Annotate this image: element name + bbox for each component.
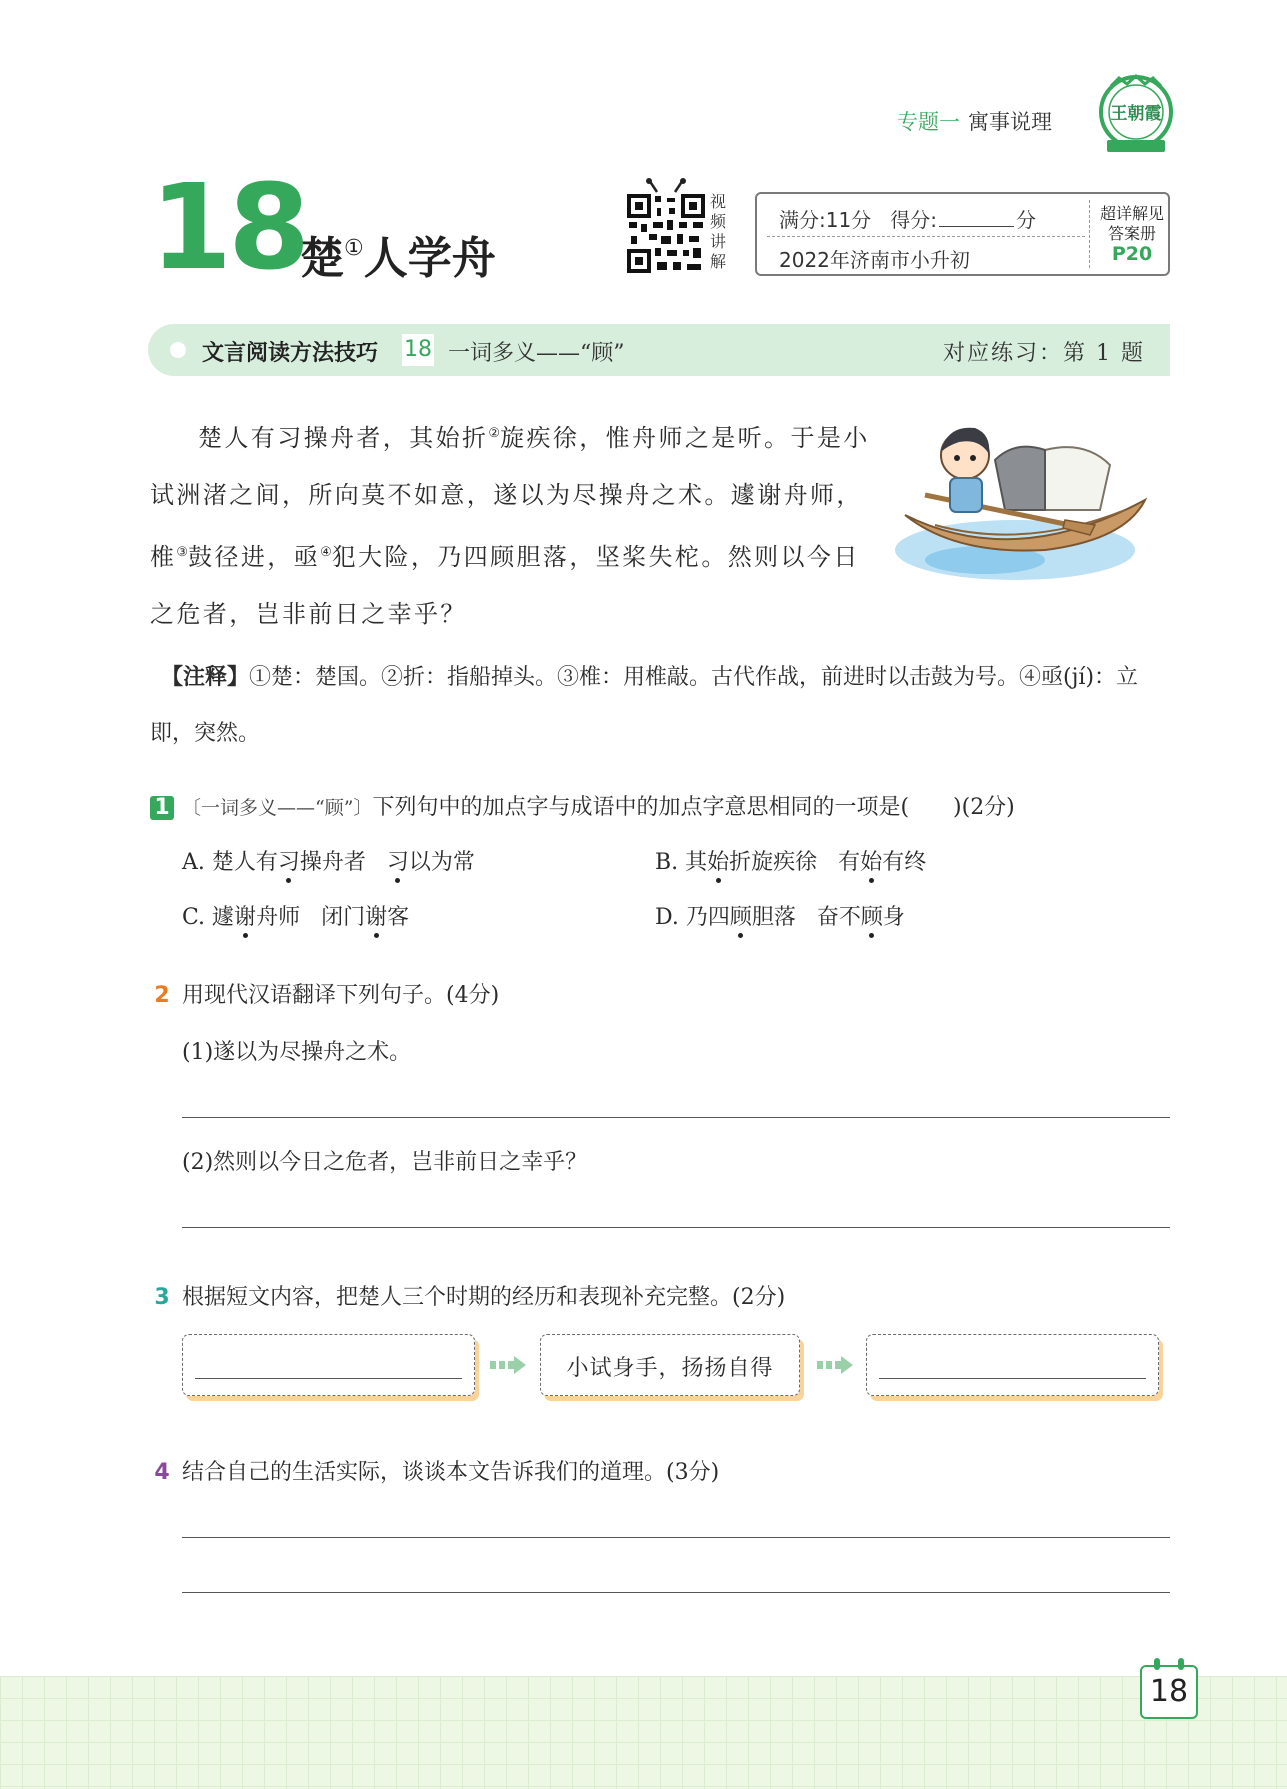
- dotted-char: 谢: [234, 905, 257, 930]
- question-number-badge: 1: [150, 796, 174, 820]
- brand-seal-logo: [1097, 74, 1175, 156]
- footer-grid-band: [0, 1676, 1287, 1789]
- answer-line[interactable]: [182, 1227, 1170, 1228]
- idiom-text: 以为常: [408, 850, 475, 875]
- qr-label-char: 视: [710, 192, 727, 211]
- arrow-right-icon: [817, 1354, 855, 1376]
- question-2: [150, 978, 499, 1009]
- score-row: [779, 204, 1036, 233]
- qr-label-char: 讲: [710, 232, 727, 251]
- note-marker: ②: [488, 426, 501, 441]
- idiom-text: 有终: [882, 850, 927, 875]
- dotted-char: 习: [277, 850, 300, 875]
- flow-blank-box-3[interactable]: [866, 1334, 1159, 1396]
- svg-text:王朝霞: 王朝霞: [1110, 104, 1162, 124]
- answer-line[interactable]: [182, 1117, 1170, 1118]
- qr-code-icon[interactable]: [627, 178, 705, 273]
- dotted-char: 谢: [365, 905, 388, 930]
- idiom-text: 闭门: [321, 905, 366, 930]
- note-marker: ③: [176, 545, 189, 560]
- answer-line: [195, 1378, 462, 1379]
- method-title: 文言阅读方法技巧: [202, 341, 379, 366]
- score-blank[interactable]: [939, 226, 1014, 227]
- option-text: D. 乃四: [655, 905, 730, 930]
- passage-seg: 鼓径进，亟: [188, 543, 321, 571]
- passage-text: [150, 405, 870, 643]
- boy-rowing-boat-illustration: [895, 410, 1170, 585]
- answer-line2: 答案册: [1107, 224, 1156, 243]
- practice-reference: 对应练习：第 1 题: [943, 341, 1145, 366]
- annotation-notes: [150, 650, 1170, 762]
- answer-line: [879, 1378, 1146, 1379]
- question-prompt: 下列句中的加点字与成语中的加点字意思相同的一项是( )(2分): [372, 795, 1015, 820]
- option-a[interactable]: [182, 845, 475, 876]
- notes-text: ①楚：楚国。②折：指船掉头。③椎：用椎敲。古代作战，前进时以击鼓为号。④亟(jí)：立即，突然。: [150, 665, 1139, 746]
- lesson-title: [300, 222, 496, 286]
- question-prompt: 结合自己的生活实际，谈谈本文告诉我们的道理。(3分): [182, 1460, 720, 1485]
- option-c[interactable]: [182, 900, 409, 931]
- idiom-text: 客: [387, 905, 410, 930]
- question-number: 4: [154, 1460, 170, 1485]
- dotted-char: 始: [707, 850, 730, 875]
- page-number-badge: [1140, 1665, 1198, 1719]
- method-band: [148, 324, 1170, 376]
- topic-header: [897, 106, 1052, 136]
- page-number: 18: [1149, 1674, 1189, 1709]
- flow-box-text: 小试身手，扬扬自得: [566, 1356, 774, 1381]
- idiom-text: 奋不: [816, 905, 861, 930]
- answer-line[interactable]: [182, 1537, 1170, 1538]
- dotted-char: 习: [386, 850, 409, 875]
- option-text: 舟师: [256, 905, 301, 930]
- topic-label: 专题一: [897, 110, 960, 134]
- bullet-dot-icon: [170, 342, 186, 358]
- notes-label: 【注释】: [161, 665, 250, 690]
- method-number: 18: [402, 334, 434, 366]
- option-text: B. 其: [655, 850, 708, 875]
- score-box: [755, 192, 1170, 276]
- question-4: [150, 1455, 719, 1486]
- option-b[interactable]: [655, 845, 926, 876]
- option-text: A. 楚人有: [182, 850, 278, 875]
- dotted-char: 顾: [860, 905, 883, 930]
- answer-line1: 超详解见: [1099, 204, 1164, 223]
- answer-line[interactable]: [182, 1592, 1170, 1593]
- question-prompt: 用现代汉语翻译下列句子。(4分): [182, 983, 500, 1008]
- flow-box-2: [540, 1334, 800, 1396]
- question-number: 2: [154, 983, 170, 1008]
- dotted-char: 顾: [729, 905, 752, 930]
- qr-video-label: [710, 192, 730, 272]
- option-text: C. 遽: [182, 905, 235, 930]
- title-part2: 人学舟: [363, 233, 496, 284]
- question-2-sub-1: (1)遂以为尽操舟之术。: [182, 1040, 412, 1065]
- question-prompt: 根据短文内容，把楚人三个时期的经历和表现补充完整。(2分): [182, 1285, 786, 1310]
- note-marker: ④: [320, 545, 332, 560]
- dotted-char: 始: [860, 850, 883, 875]
- method-subtitle: 一词多义——“顾”: [448, 341, 625, 366]
- flow-blank-box-1[interactable]: [182, 1334, 475, 1396]
- passage-seg: 犯大险，乃四顾胆落，坚桨失柁。然则以今日之危者，岂非前日之幸乎？: [150, 543, 860, 628]
- answer-page: P20: [1111, 243, 1153, 265]
- exam-source: 2022年济南市小升初: [779, 248, 970, 272]
- score-label: 得分:: [890, 208, 938, 232]
- idiom-text: 身: [882, 905, 905, 930]
- question-tag: 〔一词多义——“顾”〕: [182, 797, 373, 819]
- calendar-ring-icon: [1154, 1658, 1160, 1670]
- option-text: 胆落: [751, 905, 796, 930]
- question-2-sub-2: (2)然则以今日之危者，岂非前日之幸乎？: [182, 1150, 588, 1175]
- option-text: 折旋疾徐: [729, 850, 818, 875]
- title-part1: 楚: [300, 233, 344, 284]
- passage-seg: 旋疾徐，惟舟师之是听。于是小试洲渚之间，所向莫不如意，遂以为尽操舟之术。遽谢舟师，椎: [150, 424, 870, 571]
- divider: [1089, 200, 1090, 268]
- option-d[interactable]: [655, 900, 905, 931]
- arrow-right-icon: [490, 1354, 528, 1376]
- title-note-marker: ①: [344, 236, 364, 261]
- topic-name: 寓事说理: [968, 110, 1052, 134]
- full-score: 满分:11分: [779, 208, 872, 232]
- option-text: 操舟者: [299, 850, 366, 875]
- answer-reference: [1094, 204, 1170, 264]
- idiom-text: 有: [838, 850, 861, 875]
- qr-label-char: 频: [710, 212, 727, 231]
- question-3: [150, 1280, 785, 1311]
- lesson-number: 18: [150, 158, 307, 296]
- score-unit: 分: [1016, 208, 1037, 232]
- passage-seg: 楚人有习操舟者，其始折: [198, 424, 489, 452]
- calendar-ring-icon: [1178, 1658, 1184, 1670]
- qr-label-char: 解: [710, 252, 727, 271]
- question-number: 3: [154, 1285, 170, 1310]
- question-1: [150, 790, 1015, 821]
- divider: [767, 236, 1085, 237]
